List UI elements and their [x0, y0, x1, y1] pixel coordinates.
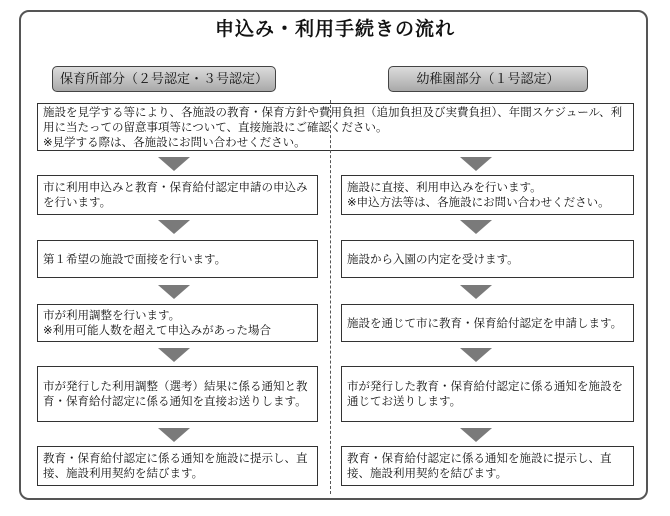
- left-step-box: [37, 175, 318, 215]
- right-step-box: [341, 446, 634, 486]
- down-arrow-icon: [460, 348, 492, 362]
- down-arrow-icon: [460, 157, 492, 171]
- right-step-box: [341, 175, 634, 215]
- down-arrow-icon: [158, 220, 190, 234]
- down-arrow-icon: [460, 285, 492, 299]
- right-step-text: 市が発行した教育・保育給付認定に係る通知を施設を通じてお送りします。: [347, 379, 623, 408]
- page-title: 申込み・利用手続きの流れ: [214, 18, 455, 40]
- left-step-text: 市が発行した利用調整（選考）結果に係る通知と教育・保育給付認定に係る通知を直接お送りします。: [43, 379, 308, 408]
- left-step-box: [37, 240, 318, 278]
- left-step-text: 第１希望の施設で面接を行います。: [43, 251, 227, 266]
- left-step-box: [37, 304, 318, 342]
- down-arrow-icon: [460, 428, 492, 442]
- left-column-header: 保育所部分（２号認定・３号認定）: [52, 66, 276, 92]
- down-arrow-icon: [158, 285, 190, 299]
- down-arrow-icon: [158, 157, 190, 171]
- right-step-text: 教育・保育給付認定に係る通知を施設に提示し、直接、施設利用契約を結びます。: [347, 451, 612, 480]
- column-divider: [330, 100, 331, 494]
- right-step-box: [341, 366, 634, 422]
- down-arrow-icon: [460, 220, 492, 234]
- left-step-text: 市が利用調整を行います。 ※利用可能人数を超えて申込みがあった場合: [43, 308, 272, 337]
- common-step-text: 施設を見学する等により、各施設の教育・保育方針や費用負担（追加負担及び実費負担）、年間スケジュール、利用に当たっての留意事項等について、直接施設にご確認ください。 ※見学する際は、各施設にお問い合わせください。: [43, 104, 623, 149]
- right-step-text: 施設を通じて市に教育・保育給付認定を申請します。: [347, 315, 623, 330]
- down-arrow-icon: [158, 348, 190, 362]
- right-column-header: 幼稚園部分（１号認定）: [388, 66, 588, 92]
- common-step-box: [37, 103, 634, 151]
- right-step-text: 施設から入園の内定を受けます。: [347, 251, 519, 266]
- right-step-box: [341, 240, 634, 278]
- right-step-box: [341, 304, 634, 342]
- down-arrow-icon: [158, 428, 190, 442]
- left-step-box: [37, 366, 318, 422]
- right-step-text: 施設に直接、利用申込みを行います。 ※申込方法等は、各施設にお問い合わせください。: [347, 180, 610, 209]
- left-step-text: 市に利用申込みと教育・保育給付認定申請の申込みを行います。: [43, 180, 308, 209]
- left-step-box: [37, 446, 318, 486]
- left-step-text: 教育・保育給付認定に係る通知を施設に提示し、直接、施設利用契約を結びます。: [43, 451, 308, 480]
